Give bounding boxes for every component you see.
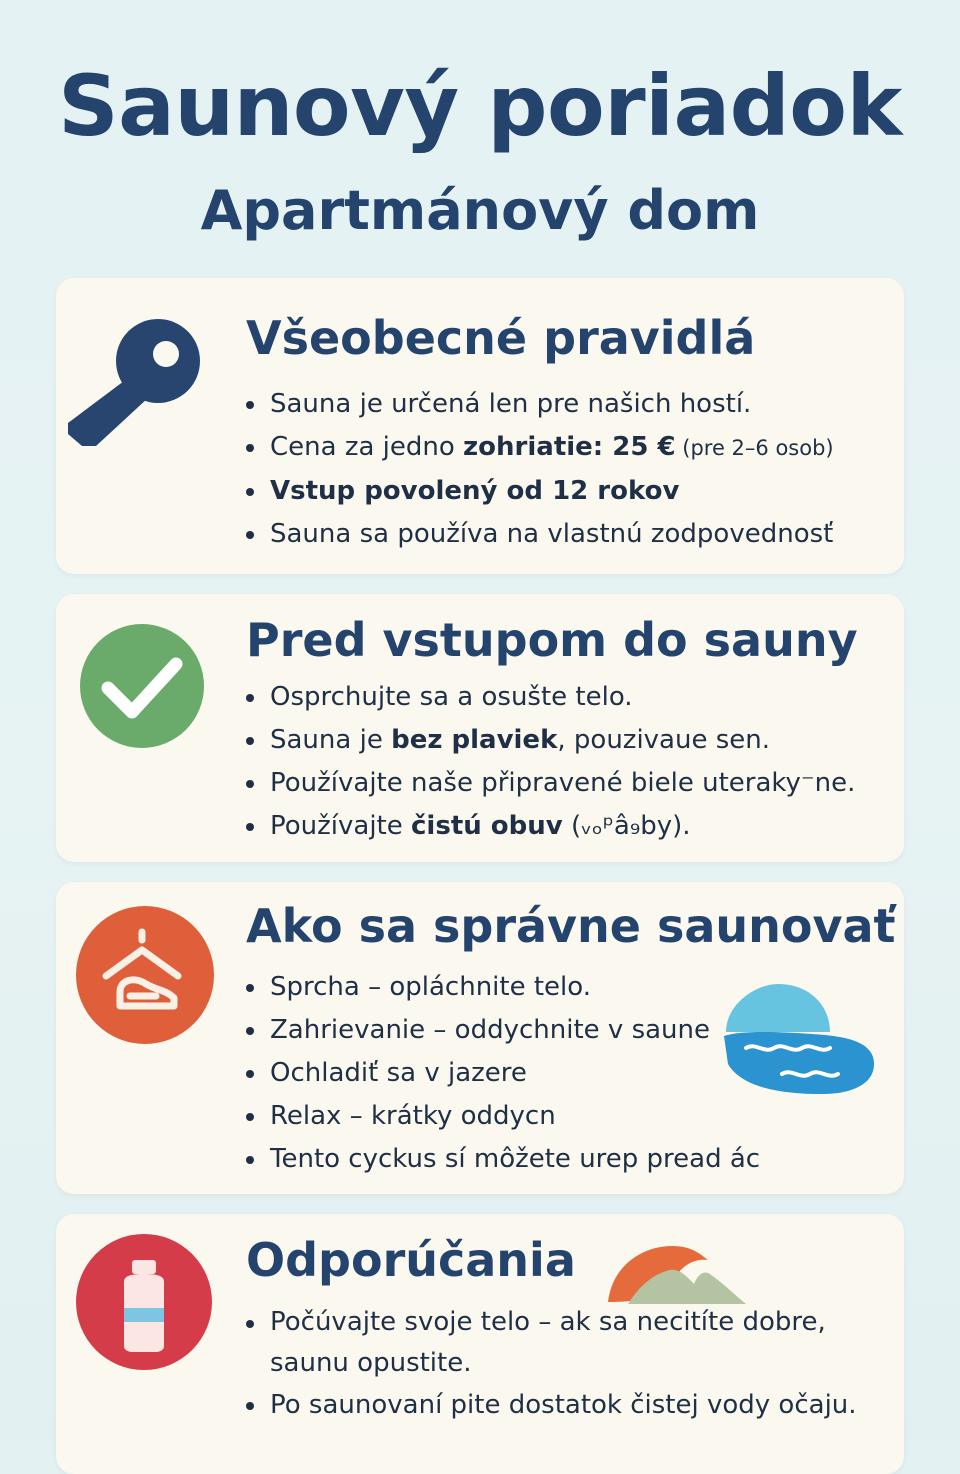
section-general-rules xyxy=(56,278,904,574)
sauna-heat-icon xyxy=(76,906,214,1044)
list-item: Vstup povolený od 12 rokov xyxy=(246,470,834,513)
section-heading: Všeobecné pravidlá xyxy=(246,311,756,365)
list-item: Sauna je určená len pre našich hostí. xyxy=(246,383,834,426)
list-item: Ochladiť sa v jazere xyxy=(246,1052,760,1095)
list-item: Sauna je bez plaviek, pouzivaue sen. xyxy=(246,719,855,762)
rules-list xyxy=(246,1302,870,1427)
list-item: Počúvajte svoje telo – ak sa necitíte dobre, saunu opustite. xyxy=(246,1302,870,1384)
rules-list xyxy=(246,676,855,848)
page-title: Saunový poriadok xyxy=(58,57,902,155)
list-item: Po saunovaní pite dostatok čistej vody očaju. xyxy=(246,1384,870,1427)
section-heading: Ako sa správne saunovať xyxy=(246,899,896,953)
list-item: Tento cyckus sí môžete urep pread ác xyxy=(246,1138,760,1181)
list-item: Používajte naše připravené biele uteraky⁻ne. xyxy=(246,762,855,805)
section-heading: Odporúčania xyxy=(246,1233,576,1287)
list-item: Zahrievanie – oddychnite v saune xyxy=(246,1009,760,1052)
page-subtitle: Apartmánový dom xyxy=(200,179,760,242)
list-item: Cena za jedno zohriatie: 25 € (pre 2–6 osob) xyxy=(246,426,834,470)
rules-list xyxy=(246,966,760,1181)
water-bottle-icon xyxy=(76,1234,212,1370)
rules-list xyxy=(246,383,834,556)
list-item: Relax – krátky oddycn xyxy=(246,1095,760,1138)
key-icon xyxy=(68,318,202,454)
list-item: Sprcha – opláchnite telo. xyxy=(246,966,760,1009)
section-how-to-sauna xyxy=(56,882,904,1194)
section-recommendations xyxy=(56,1214,904,1474)
checkmark-icon xyxy=(80,624,204,748)
lake-water-icon xyxy=(722,984,876,1096)
list-item: Osprchujte sa a osušte telo. xyxy=(246,676,855,719)
hills-icon xyxy=(608,1244,746,1306)
list-item: Používajte čistú obuv (ᵥₒᵖâ₉by). xyxy=(246,805,855,848)
section-heading: Pred vstupom do sauny xyxy=(246,613,858,667)
section-before-entry xyxy=(56,594,904,862)
list-item: Sauna sa používa na vlastnú zodpovednosť xyxy=(246,513,834,556)
